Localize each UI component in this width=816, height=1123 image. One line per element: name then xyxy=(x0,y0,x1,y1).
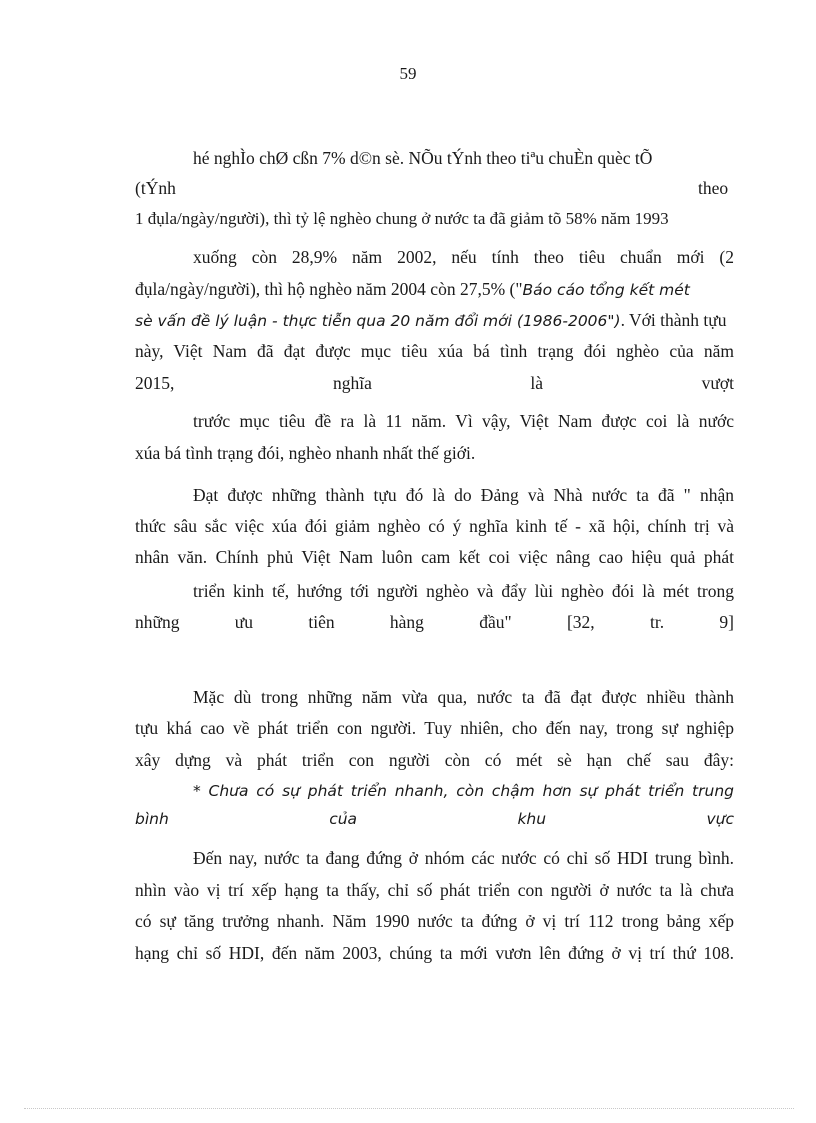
text-line xyxy=(135,309,727,332)
text-line: Mặc dù trong những năm vừa qua, nước ta đã đạt được nhiều thành xyxy=(193,687,734,707)
text-segment: đụla/ngày/người), thì hộ nghèo năm 2004 còn 27,5% (" xyxy=(135,279,523,299)
text-line: Đến nay, nước ta đang đứng ở nhóm các nước có chỉ số HDI trung bình. xyxy=(193,848,734,868)
text-line: những ưu tiên hàng đầu" [32, tr. 9] xyxy=(135,612,734,632)
text-line: có sự tăng trưởng nhanh. Năm 1990 nước ta đứng ở vị trí 112 trong bảng xếp xyxy=(135,911,734,931)
text-line: xuống còn 28,9% năm 2002, nếu tính theo tiêu chuẩn mới (2 xyxy=(193,247,734,267)
text-line: 1 đụla/ngày/người), thì tỷ lệ nghèo chung ở nước ta đã giảm tõ 58% năm 1993 xyxy=(135,209,669,228)
text-line: thức sâu sắc việc xúa đói giảm nghèo có ý nghĩa kinh tế - xã hội, chính trị và xyxy=(135,516,734,536)
text-line: 2015, nghĩa là vượt xyxy=(135,373,734,393)
text-word: theo xyxy=(698,178,729,198)
text-line xyxy=(135,278,690,301)
text-line: hé nghÌo chØ cßn 7% d©n sè. NÕu tÝnh theo tiªu chuÈn quèc tÕ xyxy=(193,148,653,168)
text-line: Đạt được những thành tựu đó là do Đảng và Nhà nước ta đã " nhận xyxy=(193,485,734,505)
page-bottom-rule xyxy=(24,1108,794,1109)
text-line: nhân văn. Chính phủ Việt Nam luôn cam kết coi việc nâng cao hiệu quả phát xyxy=(135,547,734,567)
text-line: này, Việt Nam đã đạt được mục tiêu xúa bá tình trạng đói nghèo của năm xyxy=(135,341,734,361)
page-number: 59 xyxy=(399,64,417,83)
report-title-part: Báo cáo tổng kết mét xyxy=(522,281,690,299)
text-segment: . Với thành tựu xyxy=(620,310,727,330)
text-word: (tÝnh xyxy=(135,178,176,198)
text-line: xây dựng và phát triển con người còn có mét sè hạn chế sau đây: xyxy=(135,750,734,770)
italic-subheading: * Chưa có sự phát triển nhanh, còn chậm hơn sự phát triển trung xyxy=(193,782,734,800)
text-line: trước mục tiêu đề ra là 11 năm. Vì vậy, Việt Nam được coi là nước xyxy=(193,411,734,431)
text-line: triển kinh tế, hướng tới người nghèo và đẩy lùi nghèo đói là mét trong xyxy=(193,581,734,601)
text-line: nhìn vào vị trí xếp hạng ta thấy, chỉ số phát triển con người ở nước ta là chưa xyxy=(135,880,734,900)
text-line: xúa bá tình trạng đói, nghèo nhanh nhất thế giới. xyxy=(135,443,476,463)
text-line: hạng chỉ số HDI, đến năm 2003, chúng ta mới vươn lên đứng ở vị trí thứ 108. xyxy=(135,943,734,963)
report-title-part: sè vấn đề lý luận - thực tiễn qua 20 năm đổi mới (1986-2006") xyxy=(135,312,621,330)
text-line: tựu khá cao về phát triển con người. Tuy nhiên, cho đến nay, trong sự nghiệp xyxy=(135,718,734,738)
italic-subheading: bình của khu vực xyxy=(135,810,734,828)
